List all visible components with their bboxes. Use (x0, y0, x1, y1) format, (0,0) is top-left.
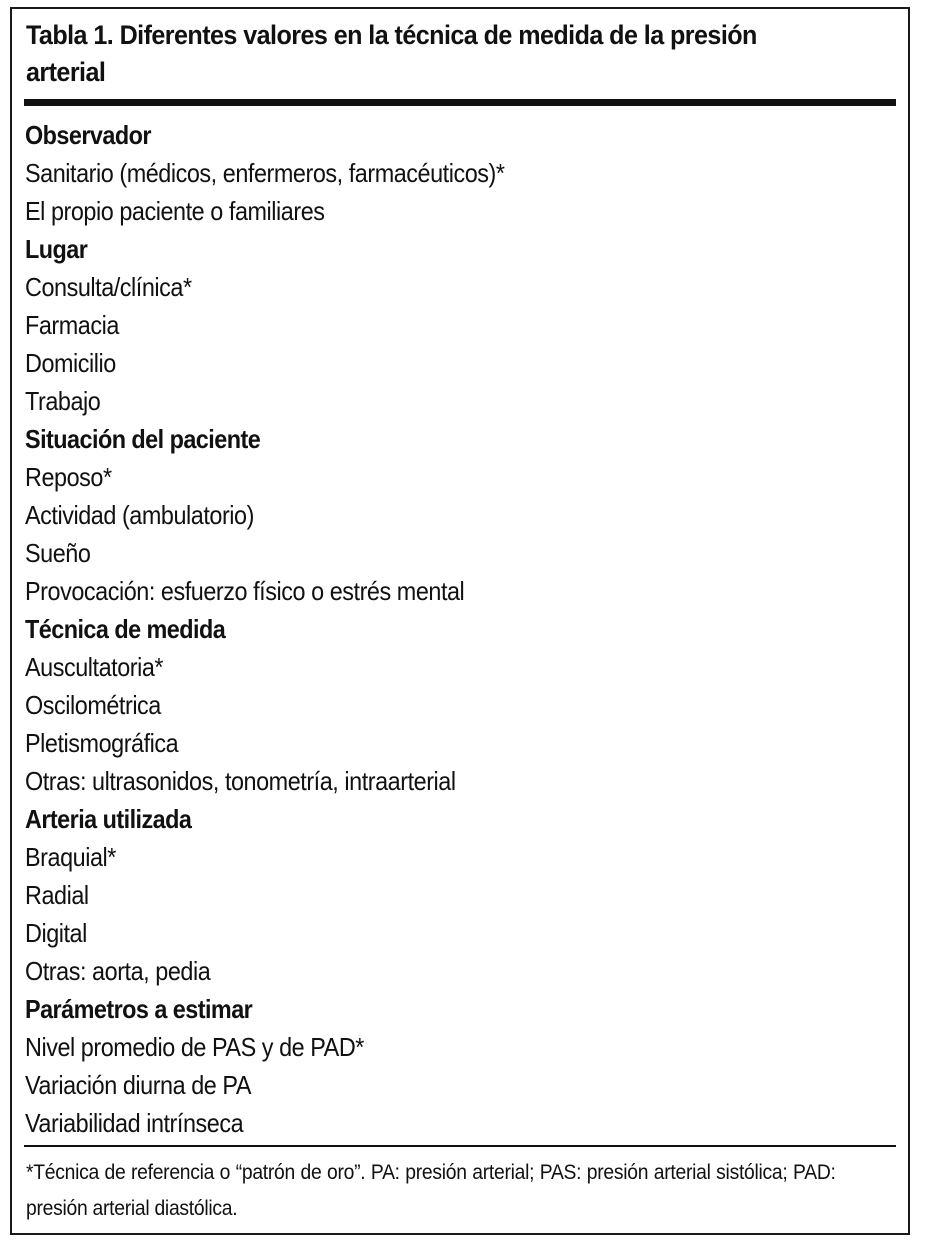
table-row: Radial (25, 880, 89, 910)
table-row: Auscultatoria* (25, 652, 164, 682)
table-row: Variación diurna de PA (25, 1070, 251, 1100)
table-row: Otras: ultrasonidos, tonometría, intraarterial (25, 766, 456, 796)
table-row: Digital (25, 918, 87, 948)
table-row: Actividad (ambulatorio) (25, 500, 254, 530)
table-row: Farmacia (25, 310, 119, 340)
table-row: Braquial* (25, 842, 116, 872)
header-rule (24, 99, 896, 106)
section-heading: Parámetros a estimar (25, 994, 253, 1024)
table-footnote: *Técnica de referencia o “patrón de oro”. PA: presión arterial; PAS: presión arterial sistólica; PAD: presión arterial diastólica. (26, 1161, 836, 1220)
table-row: Sanitario (médicos, enfermeros, farmacéuticos)* (25, 158, 505, 188)
table-row: Nivel promedio de PAS y de PAD* (25, 1032, 364, 1062)
table-row: Sueño (25, 538, 91, 568)
table-row: Pletismográfica (25, 728, 179, 758)
table-row: Reposo* (25, 462, 112, 492)
table-row: Variabilidad intrínseca (25, 1108, 244, 1138)
table-row: Trabajo (25, 386, 101, 416)
table-row: Consulta/clínica* (25, 272, 192, 302)
table-row: Provocación: esfuerzo físico o estrés mental (25, 576, 465, 606)
section-heading: Arteria utilizada (25, 804, 192, 834)
section-heading: Lugar (25, 234, 88, 264)
table-row: Domicilio (25, 348, 116, 378)
table-row: El propio paciente o familiares (25, 196, 325, 226)
section-heading: Observador (25, 120, 151, 150)
section-heading: Situación del paciente (25, 424, 261, 454)
footer-rule (24, 1145, 896, 1147)
table-frame (10, 7, 910, 1235)
table-caption: Tabla 1. Diferentes valores en la técnica de medida de la presión arterial (26, 20, 757, 87)
section-heading: Técnica de medida (25, 614, 226, 644)
table-row: Otras: aorta, pedia (25, 956, 211, 986)
table-body (25, 116, 897, 1142)
table-row: Oscilométrica (25, 690, 161, 720)
